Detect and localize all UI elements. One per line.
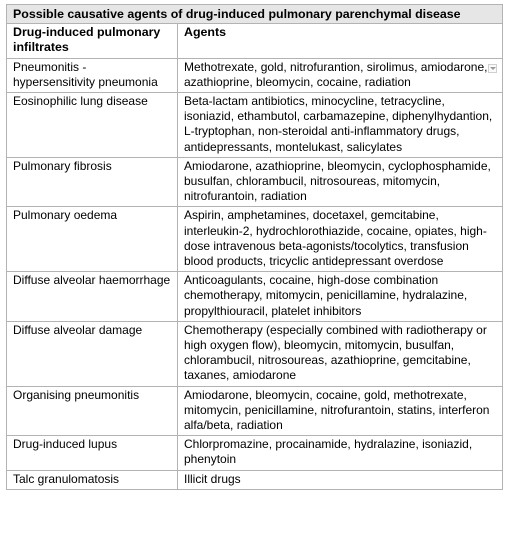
table-header-row [7,24,503,58]
drug-table-container [6,4,502,490]
header-infiltrates: Drug-induced pulmonary infiltrates [7,24,178,58]
chevron-down-icon[interactable] [488,64,497,73]
infiltrate-cell: Talc granulomatosis [7,470,178,489]
infiltrate-cell: Diffuse alveolar damage [7,321,178,386]
agents-cell: Amiodarone, azathioprine, bleomycin, cyclophosphamide, busulfan, chlorambucil, nitrosoureas, mitomycin, nitrofurantoin, radiation [178,157,503,207]
table-row [7,470,503,489]
table-row [7,58,503,92]
agents-cell: Anticoagulants, cocaine, high-dose combination chemotherapy, mitomycin, penicillamine, hydralazine, propylthiouracil, platelet inhibitors [178,272,503,322]
agents-cell: Beta-lactam antibiotics, minocycline, tetracycline, isoniazid, ethambutol, carbamazepine, diphenylhydantion, L-tryptophan, non-steroidal anti-inflammatory drugs, antidepressants, montelukast, salicylates [178,93,503,158]
agents-cell: Aspirin, amphetamines, docetaxel, gemcitabine, interleukin-2, hydrochlorothiazide, cocaine, opiates, high-dose intravenous beta-agonists/tocolytics, transfusion blood products, tricyclic antidepressant overdose [178,207,503,272]
agents-text: Methotrexate, gold, nitrofurantion, sirolimus, amiodarone, azathioprine, bleomycin, cocaine, radiation [184,59,488,89]
infiltrate-cell: Pneumonitis - hypersensitivity pneumonia [7,58,178,92]
agents-cell: Chemotherapy (especially combined with radiotherapy or high oxygen flow), bleomycin, mitomycin, busulfan, chlorambucil, nitrosoureas, azathioprine, gemcitabine, taxanes, amiodarone [178,321,503,386]
header-agents: Agents [178,24,503,58]
drug-induced-disease-table [6,4,503,490]
agents-cell [178,58,503,92]
infiltrate-cell: Eosinophilic lung disease [7,93,178,158]
infiltrate-cell: Diffuse alveolar haemorrhage [7,272,178,322]
agents-cell: Illicit drugs [178,470,503,489]
table-row [7,93,503,158]
table-title: Possible causative agents of drug-induced pulmonary parenchymal disease [7,5,503,24]
table-row [7,321,503,386]
infiltrate-cell: Pulmonary oedema [7,207,178,272]
infiltrate-cell: Pulmonary fibrosis [7,157,178,207]
table-row [7,272,503,322]
table-row [7,436,503,470]
table-row [7,157,503,207]
table-row [7,207,503,272]
infiltrate-cell: Drug-induced lupus [7,436,178,470]
infiltrate-cell: Organising pneumonitis [7,386,178,436]
agents-cell: Amiodarone, bleomycin, cocaine, gold, methotrexate, mitomycin, penicillamine, nitrofurantoin, statins, interferon alfa/beta, radiation [178,386,503,436]
table-row [7,386,503,436]
table-title-row [7,5,503,24]
agents-cell: Chlorpromazine, procainamide, hydralazine, isoniazid, phenytoin [178,436,503,470]
